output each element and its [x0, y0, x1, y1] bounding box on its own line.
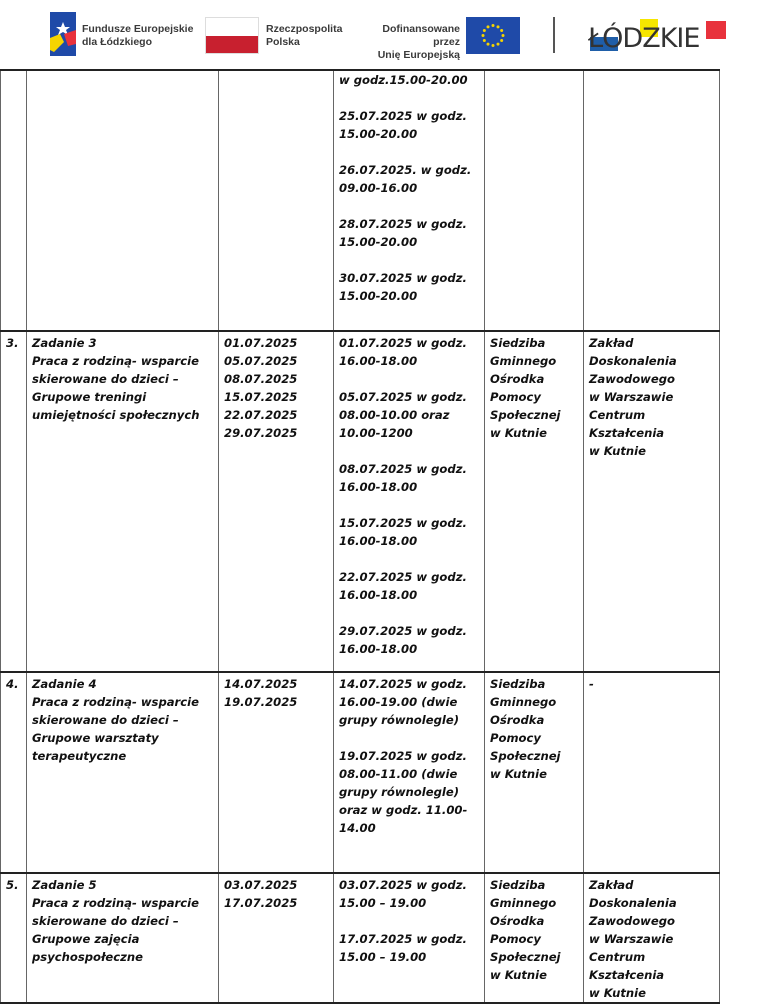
session-line: 15.00-20.00 [339, 289, 418, 303]
task-cell [27, 70, 219, 331]
session-block [339, 876, 479, 912]
task-description-line: Praca z rodziną- wsparcie [32, 896, 199, 910]
row-number-cell [1, 331, 27, 672]
session-line: 16.00-18.00 [339, 480, 418, 494]
provider-cell [584, 672, 720, 873]
provider-cell [584, 873, 720, 1003]
session-line: w godz.15.00-20.00 [339, 73, 468, 87]
eu-star [487, 43, 490, 46]
provider-line: w Kutnie [589, 986, 646, 1000]
eu-flag-icon [466, 17, 520, 54]
session-line: 16.00-18.00 [339, 354, 418, 368]
session-line: 15.00-20.00 [339, 127, 418, 141]
session-line: 16.00-18.00 [339, 588, 418, 602]
place-cell [485, 70, 584, 331]
schedule-table [0, 69, 720, 1004]
place-line: Społecznej [490, 749, 561, 763]
place-line: w Kutnie [490, 426, 547, 440]
hours-cell [334, 70, 485, 331]
task-title: Zadanie 5 [32, 878, 97, 892]
place-line: Ośrodka [490, 372, 545, 386]
session-line: 14.00 [339, 821, 376, 835]
session-line: 14.07.2025 w godz. [339, 677, 467, 691]
polish-flag-icon [205, 17, 259, 54]
task-description-line: umiejętności społecznych [32, 408, 200, 422]
provider-line: Zawodowego [589, 372, 676, 386]
date-item: 22.07.2025 [224, 408, 298, 422]
task-title: Zadanie 4 [32, 677, 97, 691]
session-line: 22.07.2025 w godz. [339, 570, 467, 584]
place-cell [485, 331, 584, 672]
provider-cell [584, 331, 720, 672]
place-cell [485, 873, 584, 1003]
table-row [1, 672, 720, 873]
task-description-line: psychospołeczne [32, 950, 143, 964]
provider-line: Doskonalenia [589, 896, 677, 910]
dates-cell [219, 331, 334, 672]
eu-line2: Unię Europejską [377, 49, 460, 61]
task-description-line: Praca z rodziną- wsparcie [32, 354, 199, 368]
session-line: 26.07.2025. w godz. [339, 163, 472, 177]
session-line: 29.07.2025 w godz. [339, 624, 467, 638]
session-block [339, 215, 479, 251]
provider-line: w Warszawie [589, 390, 674, 404]
date-item: 15.07.2025 [224, 390, 298, 404]
place-line: Pomocy [490, 390, 541, 404]
date-item: 29.07.2025 [224, 426, 298, 440]
eu-star [483, 39, 486, 42]
task-description-line: Grupowe warsztaty [32, 731, 159, 745]
provider-line: - [589, 677, 594, 691]
session-line: 16.00-19.00 (dwie [339, 695, 458, 709]
table-row [1, 70, 720, 331]
session-line: 01.07.2025 w godz. [339, 336, 467, 350]
pl-line1: Rzeczpospolita [266, 23, 343, 35]
rzeczpospolita-label [266, 23, 342, 49]
eu-star [497, 25, 500, 28]
place-line: Gminnego [490, 896, 557, 910]
session-line: oraz w godz. 11.00- [339, 803, 468, 817]
table-row [1, 873, 720, 1003]
session-block [339, 930, 479, 966]
eu-star [482, 34, 485, 37]
provider-line: w Kutnie [589, 444, 646, 458]
session-line: 08.07.2025 w godz. [339, 462, 467, 476]
session-block [339, 514, 479, 550]
session-line: grupy równolegle) [339, 713, 460, 727]
row-number-cell [1, 70, 27, 331]
session-line: grupy równolegle) [339, 785, 460, 799]
date-item: 01.07.2025 [224, 336, 298, 350]
session-block [339, 388, 479, 442]
date-item: 08.07.2025 [224, 372, 298, 386]
session-line: 16.00-18.00 [339, 642, 418, 656]
lodzkie-wordmark: ŁÓDZKIE [588, 23, 700, 54]
place-cell [485, 672, 584, 873]
session-block [339, 269, 479, 305]
fundusze-europejskie-label [82, 23, 193, 49]
session-line: 15.00 – 19.00 [339, 896, 427, 910]
session-line: 08.00-10.00 oraz [339, 408, 450, 422]
row-number: 4. [6, 677, 19, 691]
place-line: Społecznej [490, 950, 561, 964]
eu-star [483, 29, 486, 32]
date-item: 19.07.2025 [224, 695, 298, 709]
session-block [339, 622, 479, 658]
provider-line: Zawodowego [589, 914, 676, 928]
row-number-cell [1, 672, 27, 873]
row-number: 5. [6, 878, 19, 892]
provider-line: Zakład [589, 336, 634, 350]
hours-cell [334, 331, 485, 672]
session-line: 30.07.2025 w godz. [339, 271, 467, 285]
place-line: Ośrodka [490, 914, 545, 928]
session-line: 28.07.2025 w godz. [339, 217, 467, 231]
session-block [339, 747, 479, 837]
task-description-line: terapeutyczne [32, 749, 127, 763]
session-block [339, 161, 479, 197]
dates-cell [219, 672, 334, 873]
eu-cofinance-label [356, 23, 460, 62]
eu-star [500, 29, 503, 32]
place-line: Siedziba [490, 878, 546, 892]
session-block [339, 460, 479, 496]
session-line: 17.07.2025 w godz. [339, 932, 467, 946]
table-row [1, 331, 720, 672]
fundusze-europejskie-logo-icon [50, 12, 76, 56]
place-line: Siedziba [490, 336, 546, 350]
place-line: Pomocy [490, 731, 541, 745]
place-line: Siedziba [490, 677, 546, 691]
place-line: Gminnego [490, 695, 557, 709]
task-cell [27, 672, 219, 873]
dates-cell [219, 873, 334, 1003]
eu-star [492, 24, 495, 27]
eu-line1: Dofinansowane przez [382, 23, 460, 48]
date-item: 17.07.2025 [224, 896, 298, 910]
session-line: 05.07.2025 w godz. [339, 390, 467, 404]
provider-line: Centrum Kształcenia [589, 408, 665, 440]
provider-line: Centrum Kształcenia [589, 950, 665, 982]
place-line: Społecznej [490, 408, 561, 422]
place-line: w Kutnie [490, 767, 547, 781]
session-line: 25.07.2025 w godz. [339, 109, 467, 123]
session-block [339, 675, 479, 729]
session-block [339, 107, 479, 143]
session-line: 09.00-16.00 [339, 181, 418, 195]
session-line: 08.00-11.00 (dwie [339, 767, 458, 781]
session-line: 16.00-18.00 [339, 534, 418, 548]
session-block [339, 334, 479, 370]
eu-star [492, 44, 495, 47]
task-description-line: skierowane do dzieci – [32, 914, 179, 928]
task-description-line: Grupowe zajęcia [32, 932, 140, 946]
place-line: w Kutnie [490, 968, 547, 982]
session-block [339, 71, 479, 89]
provider-line: Doskonalenia [589, 354, 677, 368]
eu-star [497, 43, 500, 46]
place-line: Gminnego [490, 354, 557, 368]
session-line: 10.00-1200 [339, 426, 413, 440]
logo-divider [553, 17, 555, 53]
task-description-line: skierowane do dzieci – [32, 713, 179, 727]
provider-line: Zakład [589, 878, 634, 892]
lodzkie-logo-icon [588, 15, 728, 57]
date-item: 05.07.2025 [224, 354, 298, 368]
session-line: 15.07.2025 w godz. [339, 516, 467, 530]
task-description-line: Praca z rodziną- wsparcie [32, 695, 199, 709]
task-cell [27, 873, 219, 1003]
task-description-line: Grupowe treningi [32, 390, 147, 404]
session-line: 19.07.2025 w godz. [339, 749, 467, 763]
row-number: 3. [6, 336, 19, 350]
eu-star [502, 34, 505, 37]
eu-star [500, 39, 503, 42]
provider-line: w Warszawie [589, 932, 674, 946]
session-line: 03.07.2025 w godz. [339, 878, 467, 892]
provider-cell [584, 70, 720, 331]
hours-cell [334, 873, 485, 1003]
dates-cell [219, 70, 334, 331]
logo-header [0, 0, 762, 66]
task-description-line: skierowane do dzieci – [32, 372, 179, 386]
row-number-cell [1, 873, 27, 1003]
task-cell [27, 331, 219, 672]
fe-line1: Fundusze Europejskie [82, 23, 194, 35]
pl-line2: Polska [266, 36, 300, 48]
fe-line2: dla Łódzkiego [82, 36, 153, 48]
session-block [339, 568, 479, 604]
place-line: Ośrodka [490, 713, 545, 727]
place-line: Pomocy [490, 932, 541, 946]
hours-cell [334, 672, 485, 873]
task-title: Zadanie 3 [32, 336, 97, 350]
eu-star [487, 25, 490, 28]
date-item: 03.07.2025 [224, 878, 298, 892]
session-line: 15.00-20.00 [339, 235, 418, 249]
date-item: 14.07.2025 [224, 677, 298, 691]
session-line: 15.00 – 19.00 [339, 950, 427, 964]
